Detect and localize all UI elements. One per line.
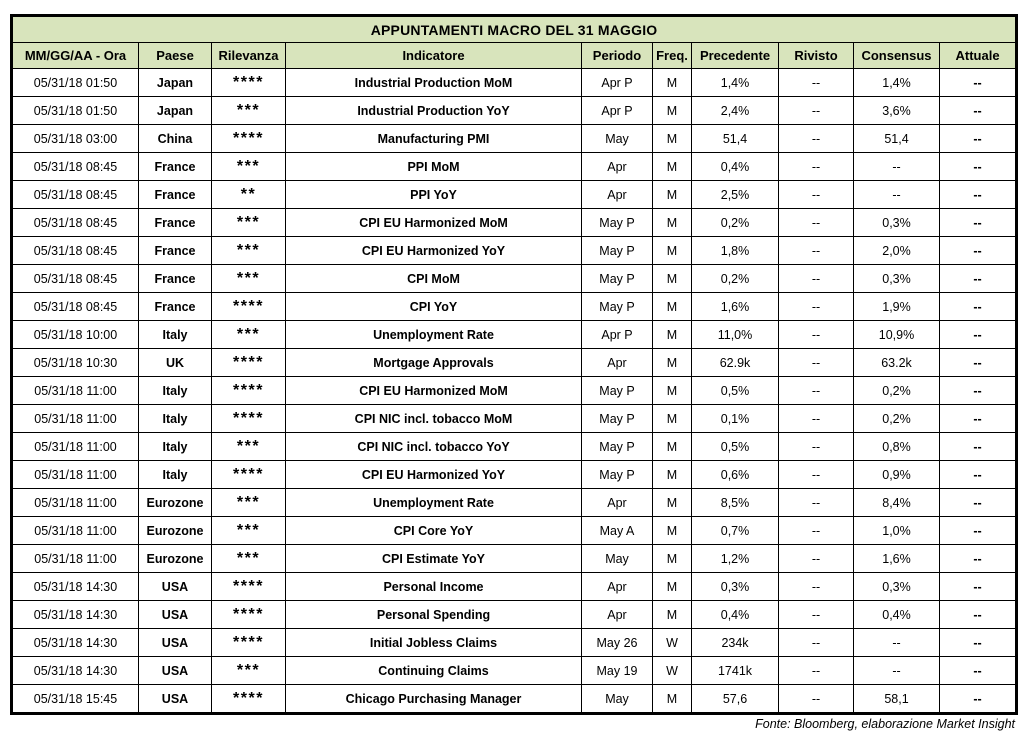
cell-previous: 0,5% <box>692 377 779 405</box>
cell-actual: -- <box>940 321 1017 349</box>
cell-freq: M <box>653 685 692 714</box>
cell-country: USA <box>139 601 212 629</box>
cell-relevance: *** <box>212 517 286 545</box>
cell-actual: -- <box>940 293 1017 321</box>
cell-consensus: 0,4% <box>854 601 940 629</box>
column-header-precedente: Precedente <box>692 43 779 69</box>
cell-period: May A <box>582 517 653 545</box>
cell-datetime: 05/31/18 14:30 <box>12 657 139 685</box>
cell-actual: -- <box>940 237 1017 265</box>
table-row <box>12 321 1017 349</box>
cell-datetime: 05/31/18 08:45 <box>12 265 139 293</box>
cell-freq: M <box>653 461 692 489</box>
cell-indicator: Manufacturing PMI <box>286 125 582 153</box>
cell-datetime: 05/31/18 11:00 <box>12 461 139 489</box>
cell-revised: -- <box>779 517 854 545</box>
cell-country: Eurozone <box>139 545 212 573</box>
cell-actual: -- <box>940 153 1017 181</box>
cell-indicator: CPI Core YoY <box>286 517 582 545</box>
table-row <box>12 237 1017 265</box>
cell-period: May P <box>582 293 653 321</box>
cell-period: May <box>582 125 653 153</box>
cell-freq: M <box>653 489 692 517</box>
cell-country: USA <box>139 573 212 601</box>
cell-relevance: *** <box>212 321 286 349</box>
cell-country: France <box>139 237 212 265</box>
title-row <box>12 16 1017 43</box>
cell-freq: M <box>653 209 692 237</box>
table-row <box>12 685 1017 714</box>
cell-relevance: *** <box>212 545 286 573</box>
cell-previous: 2,5% <box>692 181 779 209</box>
cell-country: Eurozone <box>139 489 212 517</box>
cell-datetime: 05/31/18 01:50 <box>12 97 139 125</box>
cell-consensus: -- <box>854 181 940 209</box>
cell-consensus: 51,4 <box>854 125 940 153</box>
cell-freq: M <box>653 573 692 601</box>
cell-revised: -- <box>779 97 854 125</box>
table-row <box>12 293 1017 321</box>
cell-datetime: 05/31/18 10:30 <box>12 349 139 377</box>
table-row <box>12 69 1017 97</box>
cell-freq: M <box>653 349 692 377</box>
cell-period: May P <box>582 433 653 461</box>
cell-country: China <box>139 125 212 153</box>
table-row <box>12 209 1017 237</box>
cell-previous: 0,2% <box>692 265 779 293</box>
cell-relevance: *** <box>212 265 286 293</box>
cell-previous: 0,1% <box>692 405 779 433</box>
cell-period: Apr <box>582 489 653 517</box>
cell-freq: M <box>653 321 692 349</box>
cell-consensus: -- <box>854 153 940 181</box>
cell-indicator: CPI Estimate YoY <box>286 545 582 573</box>
cell-period: May <box>582 545 653 573</box>
cell-indicator: CPI EU Harmonized MoM <box>286 209 582 237</box>
cell-period: May 19 <box>582 657 653 685</box>
cell-freq: M <box>653 181 692 209</box>
cell-relevance: **** <box>212 573 286 601</box>
cell-period: May P <box>582 377 653 405</box>
cell-indicator: Industrial Production YoY <box>286 97 582 125</box>
cell-datetime: 05/31/18 14:30 <box>12 573 139 601</box>
cell-actual: -- <box>940 209 1017 237</box>
cell-revised: -- <box>779 629 854 657</box>
cell-freq: M <box>653 517 692 545</box>
table-row <box>12 97 1017 125</box>
cell-consensus: 2,0% <box>854 237 940 265</box>
cell-period: May P <box>582 265 653 293</box>
cell-country: France <box>139 293 212 321</box>
cell-revised: -- <box>779 69 854 97</box>
cell-period: Apr <box>582 601 653 629</box>
cell-revised: -- <box>779 153 854 181</box>
cell-actual: -- <box>940 461 1017 489</box>
cell-consensus: 0,3% <box>854 265 940 293</box>
table-row <box>12 265 1017 293</box>
table-row <box>12 377 1017 405</box>
cell-indicator: CPI MoM <box>286 265 582 293</box>
cell-revised: -- <box>779 377 854 405</box>
cell-relevance: **** <box>212 125 286 153</box>
cell-freq: M <box>653 69 692 97</box>
cell-datetime: 05/31/18 15:45 <box>12 685 139 714</box>
cell-indicator: Continuing Claims <box>286 657 582 685</box>
cell-actual: -- <box>940 657 1017 685</box>
column-header-rilevanza: Rilevanza <box>212 43 286 69</box>
cell-country: France <box>139 209 212 237</box>
cell-consensus: -- <box>854 657 940 685</box>
cell-actual: -- <box>940 545 1017 573</box>
cell-previous: 11,0% <box>692 321 779 349</box>
cell-freq: M <box>653 293 692 321</box>
table-title: APPUNTAMENTI MACRO DEL 31 MAGGIO <box>12 16 1017 43</box>
cell-datetime: 05/31/18 10:00 <box>12 321 139 349</box>
cell-revised: -- <box>779 545 854 573</box>
cell-freq: M <box>653 97 692 125</box>
cell-revised: -- <box>779 265 854 293</box>
cell-freq: M <box>653 125 692 153</box>
table-body <box>12 69 1017 714</box>
cell-country: Japan <box>139 69 212 97</box>
cell-indicator: CPI NIC incl. tobacco MoM <box>286 405 582 433</box>
cell-datetime: 05/31/18 11:00 <box>12 433 139 461</box>
cell-relevance: **** <box>212 629 286 657</box>
cell-consensus: 0,3% <box>854 573 940 601</box>
cell-relevance: **** <box>212 69 286 97</box>
cell-country: USA <box>139 685 212 714</box>
table-row <box>12 461 1017 489</box>
cell-previous: 1,6% <box>692 293 779 321</box>
cell-revised: -- <box>779 349 854 377</box>
cell-consensus: 10,9% <box>854 321 940 349</box>
cell-country: Italy <box>139 377 212 405</box>
cell-relevance: **** <box>212 349 286 377</box>
table-row <box>12 657 1017 685</box>
cell-datetime: 05/31/18 14:30 <box>12 629 139 657</box>
column-header-attuale: Attuale <box>940 43 1017 69</box>
cell-revised: -- <box>779 209 854 237</box>
cell-datetime: 05/31/18 01:50 <box>12 69 139 97</box>
cell-revised: -- <box>779 181 854 209</box>
cell-consensus: 0,3% <box>854 209 940 237</box>
column-header-consensus: Consensus <box>854 43 940 69</box>
cell-previous: 1,2% <box>692 545 779 573</box>
cell-datetime: 05/31/18 11:00 <box>12 405 139 433</box>
cell-freq: M <box>653 237 692 265</box>
cell-revised: -- <box>779 237 854 265</box>
cell-country: USA <box>139 629 212 657</box>
cell-previous: 0,7% <box>692 517 779 545</box>
cell-consensus: 3,6% <box>854 97 940 125</box>
cell-previous: 57,6 <box>692 685 779 714</box>
header-row <box>12 43 1017 69</box>
source-note: Fonte: Bloomberg, elaborazione Market Insight <box>755 717 1015 731</box>
cell-period: May <box>582 685 653 714</box>
cell-country: USA <box>139 657 212 685</box>
cell-revised: -- <box>779 321 854 349</box>
cell-actual: -- <box>940 601 1017 629</box>
cell-actual: -- <box>940 573 1017 601</box>
cell-period: May 26 <box>582 629 653 657</box>
cell-previous: 2,4% <box>692 97 779 125</box>
cell-relevance: **** <box>212 405 286 433</box>
cell-consensus: 8,4% <box>854 489 940 517</box>
cell-actual: -- <box>940 405 1017 433</box>
cell-datetime: 05/31/18 08:45 <box>12 293 139 321</box>
cell-revised: -- <box>779 125 854 153</box>
cell-country: Italy <box>139 405 212 433</box>
cell-indicator: Industrial Production MoM <box>286 69 582 97</box>
cell-actual: -- <box>940 517 1017 545</box>
cell-freq: W <box>653 629 692 657</box>
cell-relevance: ** <box>212 181 286 209</box>
column-header-indicatore: Indicatore <box>286 43 582 69</box>
cell-freq: M <box>653 433 692 461</box>
cell-datetime: 05/31/18 11:00 <box>12 377 139 405</box>
column-header-mm-gg-aa-ora: MM/GG/AA - Ora <box>12 43 139 69</box>
cell-actual: -- <box>940 433 1017 461</box>
table-row <box>12 629 1017 657</box>
column-header-freq: Freq. <box>653 43 692 69</box>
cell-actual: -- <box>940 629 1017 657</box>
cell-consensus: 1,6% <box>854 545 940 573</box>
cell-consensus: 1,9% <box>854 293 940 321</box>
cell-country: Italy <box>139 461 212 489</box>
cell-freq: M <box>653 377 692 405</box>
table-row <box>12 349 1017 377</box>
cell-indicator: Personal Spending <box>286 601 582 629</box>
cell-previous: 1,8% <box>692 237 779 265</box>
cell-freq: M <box>653 545 692 573</box>
cell-relevance: *** <box>212 489 286 517</box>
cell-consensus: 0,8% <box>854 433 940 461</box>
cell-previous: 0,4% <box>692 153 779 181</box>
cell-period: May P <box>582 237 653 265</box>
cell-datetime: 05/31/18 08:45 <box>12 181 139 209</box>
table-row <box>12 125 1017 153</box>
cell-previous: 1,4% <box>692 69 779 97</box>
cell-indicator: CPI YoY <box>286 293 582 321</box>
cell-revised: -- <box>779 433 854 461</box>
table-row <box>12 517 1017 545</box>
cell-relevance: *** <box>212 209 286 237</box>
cell-datetime: 05/31/18 11:00 <box>12 489 139 517</box>
column-header-paese: Paese <box>139 43 212 69</box>
cell-period: Apr P <box>582 321 653 349</box>
cell-revised: -- <box>779 293 854 321</box>
table-row <box>12 573 1017 601</box>
cell-consensus: 1,0% <box>854 517 940 545</box>
cell-consensus: -- <box>854 629 940 657</box>
cell-datetime: 05/31/18 08:45 <box>12 209 139 237</box>
cell-relevance: **** <box>212 685 286 714</box>
cell-period: May P <box>582 461 653 489</box>
cell-previous: 51,4 <box>692 125 779 153</box>
cell-freq: W <box>653 657 692 685</box>
cell-country: Eurozone <box>139 517 212 545</box>
cell-country: France <box>139 153 212 181</box>
table-row <box>12 489 1017 517</box>
cell-period: Apr <box>582 153 653 181</box>
cell-actual: -- <box>940 97 1017 125</box>
cell-period: Apr <box>582 573 653 601</box>
cell-indicator: Initial Jobless Claims <box>286 629 582 657</box>
cell-actual: -- <box>940 265 1017 293</box>
cell-revised: -- <box>779 657 854 685</box>
cell-consensus: 0,2% <box>854 405 940 433</box>
cell-datetime: 05/31/18 11:00 <box>12 517 139 545</box>
cell-period: May P <box>582 405 653 433</box>
cell-relevance: **** <box>212 293 286 321</box>
cell-revised: -- <box>779 685 854 714</box>
cell-indicator: CPI EU Harmonized YoY <box>286 237 582 265</box>
column-header-rivisto: Rivisto <box>779 43 854 69</box>
cell-revised: -- <box>779 601 854 629</box>
table-row <box>12 405 1017 433</box>
cell-indicator: Personal Income <box>286 573 582 601</box>
cell-indicator: CPI EU Harmonized MoM <box>286 377 582 405</box>
cell-consensus: 58,1 <box>854 685 940 714</box>
cell-indicator: Chicago Purchasing Manager <box>286 685 582 714</box>
cell-consensus: 0,9% <box>854 461 940 489</box>
cell-freq: M <box>653 153 692 181</box>
macro-calendar-table <box>10 14 1018 715</box>
cell-freq: M <box>653 405 692 433</box>
cell-country: France <box>139 265 212 293</box>
cell-revised: -- <box>779 461 854 489</box>
table-row <box>12 601 1017 629</box>
cell-consensus: 1,4% <box>854 69 940 97</box>
cell-actual: -- <box>940 181 1017 209</box>
cell-datetime: 05/31/18 14:30 <box>12 601 139 629</box>
cell-previous: 0,3% <box>692 573 779 601</box>
cell-revised: -- <box>779 573 854 601</box>
column-header-periodo: Periodo <box>582 43 653 69</box>
cell-period: Apr <box>582 181 653 209</box>
cell-relevance: **** <box>212 461 286 489</box>
cell-indicator: CPI EU Harmonized YoY <box>286 461 582 489</box>
table-row <box>12 153 1017 181</box>
cell-previous: 62.9k <box>692 349 779 377</box>
cell-actual: -- <box>940 349 1017 377</box>
cell-relevance: *** <box>212 237 286 265</box>
cell-indicator: CPI NIC incl. tobacco YoY <box>286 433 582 461</box>
cell-datetime: 05/31/18 08:45 <box>12 237 139 265</box>
cell-actual: -- <box>940 685 1017 714</box>
cell-period: Apr P <box>582 69 653 97</box>
cell-relevance: *** <box>212 97 286 125</box>
cell-actual: -- <box>940 377 1017 405</box>
cell-revised: -- <box>779 489 854 517</box>
cell-indicator: PPI MoM <box>286 153 582 181</box>
cell-relevance: *** <box>212 657 286 685</box>
table-row <box>12 181 1017 209</box>
cell-datetime: 05/31/18 03:00 <box>12 125 139 153</box>
cell-relevance: *** <box>212 153 286 181</box>
cell-actual: -- <box>940 69 1017 97</box>
cell-freq: M <box>653 265 692 293</box>
cell-revised: -- <box>779 405 854 433</box>
cell-previous: 0,4% <box>692 601 779 629</box>
cell-consensus: 0,2% <box>854 377 940 405</box>
cell-relevance: **** <box>212 601 286 629</box>
cell-actual: -- <box>940 125 1017 153</box>
cell-freq: M <box>653 601 692 629</box>
cell-indicator: Unemployment Rate <box>286 321 582 349</box>
cell-previous: 1741k <box>692 657 779 685</box>
cell-indicator: Unemployment Rate <box>286 489 582 517</box>
cell-country: Italy <box>139 321 212 349</box>
cell-country: Japan <box>139 97 212 125</box>
cell-previous: 0,2% <box>692 209 779 237</box>
table-row <box>12 433 1017 461</box>
cell-previous: 0,6% <box>692 461 779 489</box>
cell-datetime: 05/31/18 08:45 <box>12 153 139 181</box>
cell-period: Apr P <box>582 97 653 125</box>
table-row <box>12 545 1017 573</box>
cell-indicator: Mortgage Approvals <box>286 349 582 377</box>
cell-period: May P <box>582 209 653 237</box>
cell-previous: 234k <box>692 629 779 657</box>
cell-country: UK <box>139 349 212 377</box>
cell-datetime: 05/31/18 11:00 <box>12 545 139 573</box>
cell-indicator: PPI YoY <box>286 181 582 209</box>
cell-country: Italy <box>139 433 212 461</box>
cell-period: Apr <box>582 349 653 377</box>
cell-relevance: **** <box>212 377 286 405</box>
cell-consensus: 63.2k <box>854 349 940 377</box>
cell-relevance: *** <box>212 433 286 461</box>
cell-actual: -- <box>940 489 1017 517</box>
cell-country: France <box>139 181 212 209</box>
cell-previous: 0,5% <box>692 433 779 461</box>
cell-previous: 8,5% <box>692 489 779 517</box>
